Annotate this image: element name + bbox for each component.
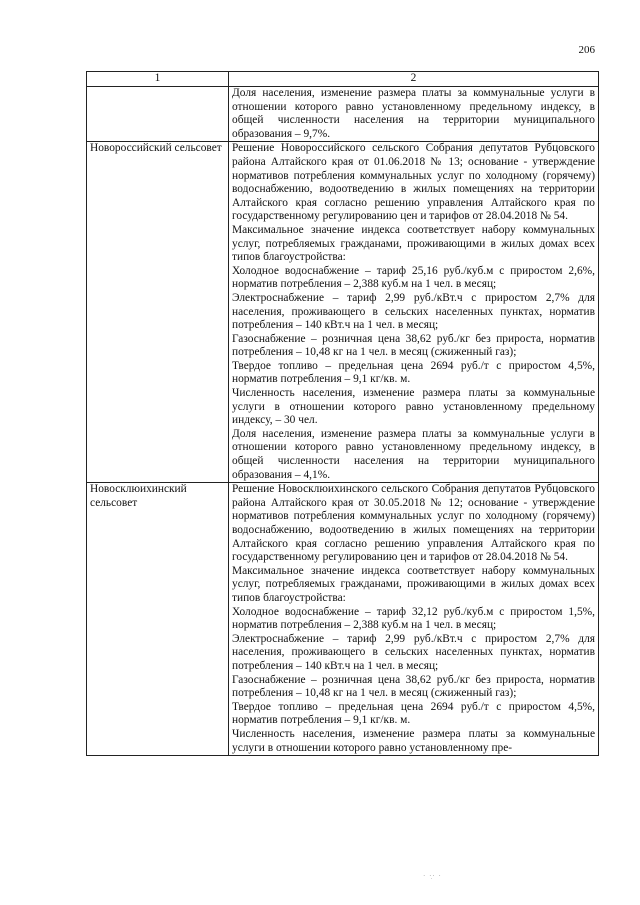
description-paragraph: Решение Новороссийского сельского Собрания депутатов Рубцовского района Алтайского края от 01.06.2018 № 13; основание - утверждение нормативов потребления коммунальных услуг по холодному (горячему) водоснабжению, водоотведению в жилых помещениях на территории Алтайского края согласно решению управления Алтайского края по государственному регулированию цен и тарифов от 28.04.2018 № 54.: [232, 142, 595, 223]
table-header: [87, 72, 599, 87]
municipality-name: [87, 87, 229, 142]
description-cell: [229, 483, 599, 756]
description-paragraph: Холодное водоснабжение – тариф 32,12 руб./куб.м с приростом 1,5%, норматив потребления – 2,388 куб.м на 1 чел. в месяц;: [232, 605, 595, 632]
description-paragraph: Доля населения, изменение размера платы за коммунальные услуги в отношении которого равно установленному предельному индексу, в общей численности населения на территории муниципального образования – 9,7%.: [232, 87, 595, 140]
description-paragraph: Холодное водоснабжение – тариф 25,16 руб./куб.м с приростом 2,6%, норматив потребления – 2,388 куб.м на 1 чел. в месяц;: [232, 264, 595, 291]
table-row: [87, 142, 599, 483]
description-paragraph: Электроснабжение – тариф 2,99 руб./кВт.ч с приростом 2,7% для населения, проживающего в сельских населенных пунктах, норматив потребления – 140 кВт.ч на 1 чел. в месяц;: [232, 632, 595, 672]
description-cell: [229, 142, 599, 483]
table-body: [87, 87, 599, 756]
scan-artifact: · ·̣· ·: [423, 872, 442, 880]
description-paragraph: Доля населения, изменение размера платы за коммунальные услуги в отношении которого равно установленному предельному индексу, в общей численности населения на территории муниципального образования – 4,1%.: [232, 427, 595, 481]
table-row: [87, 483, 599, 756]
municipality-name: Новосклюихинский сельсовет: [87, 483, 229, 756]
description-paragraph: Электроснабжение – тариф 2,99 руб./кВт.ч с приростом 2,7% для населения, проживающего в сельских населенных пунктах, норматив потребления – 140 кВт.ч на 1 чел. в месяц;: [232, 291, 595, 332]
header-row: [87, 72, 599, 87]
description-paragraph: Максимальное значение индекса соответствует набору коммунальных услуг, потребляемых гражданами, проживающими в жилых домах всех типов благоустройства:: [232, 223, 595, 264]
tariff-table: [86, 71, 599, 756]
table-row: [87, 87, 599, 142]
description-paragraph: Численность населения, изменение размера платы за коммунальные услуги в отношении которого равно установленному предельному индексу, – 30 чел.: [232, 387, 595, 427]
description-paragraph: Решение Новосклюихинского сельского Собрания депутатов Рубцовского района Алтайского края от 30.05.2018 № 12; основание - утверждение нормативов потребления коммунальных услуг по холодному (горячему) водоснабжению, водоотведению в жилых помещениях на территории Алтайского края согласно решению управления Алтайского края по государственному регулированию цен и тарифов от 28.04.2018 № 54.: [232, 483, 595, 564]
column-header-2: 2: [229, 72, 599, 87]
page-number: 206: [578, 44, 595, 56]
description-paragraph: Газоснабжение – розничная цена 38,62 руб./кг без прироста, норматив потребления – 10,48 кг на 1 чел. в месяц (сжиженный газ);: [232, 673, 595, 700]
column-header-1: 1: [87, 72, 229, 87]
description-paragraph: Твердое топливо – предельная цена 2694 руб./т с приростом 4,5%, норматив потребления – 9,1 кг/кв. м.: [232, 359, 595, 386]
description-paragraph: Максимальное значение индекса соответствует набору коммунальных услуг, потребляемых гражданами, проживающими в жилых домах всех типов благоустройства:: [232, 564, 595, 604]
description-cell: [229, 87, 599, 142]
description-paragraph: Газоснабжение – розничная цена 38,62 руб./кг без прироста, норматив потребления – 10,48 кг на 1 чел. в месяц (сжиженный газ);: [232, 332, 595, 359]
description-paragraph: Твердое топливо – предельная цена 2694 руб./т с приростом 4,5%, норматив потребления – 9,1 кг/кв. м.: [232, 700, 595, 727]
municipality-name: Новороссийский сельсовет: [87, 142, 229, 483]
description-paragraph: Численность населения, изменение размера платы за коммунальные услуги в отношении которого равно установленному пре-: [232, 727, 595, 754]
